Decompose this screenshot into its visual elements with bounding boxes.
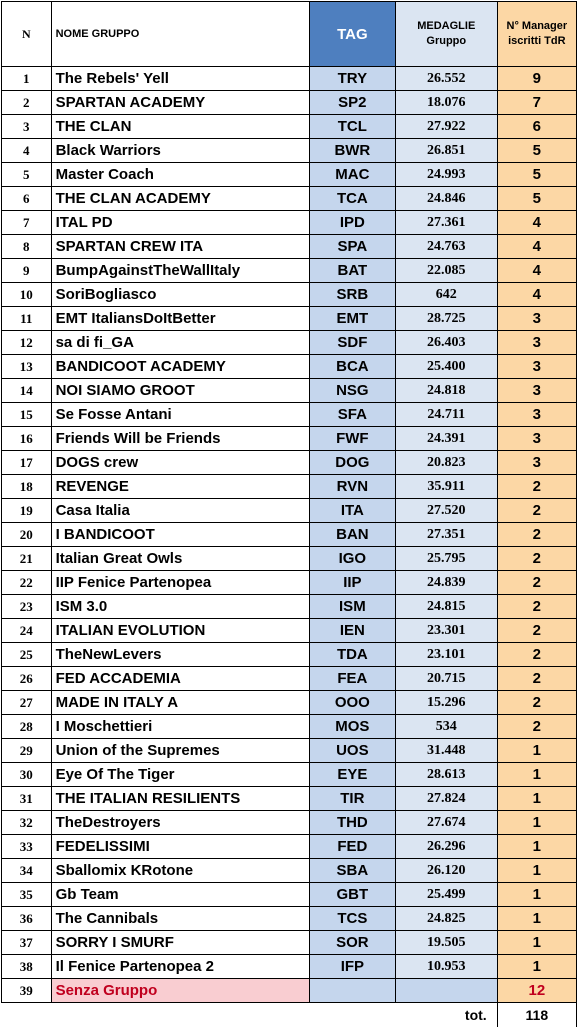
total-spacer-n [2, 1003, 52, 1028]
cell-medals: 23.301 [395, 619, 497, 643]
cell-n: 4 [2, 139, 52, 163]
cell-medals: 35.911 [395, 475, 497, 499]
cell-tag: SDF [309, 331, 395, 355]
cell-group-name: SPARTAN ACADEMY [51, 91, 309, 115]
cell-tag: IGO [309, 547, 395, 571]
col-header-medals-line1: MEDAGLIE [417, 20, 476, 32]
cell-medals: 24.815 [395, 595, 497, 619]
cell-group-name: SORRY I SMURF [51, 931, 309, 955]
cell-medals: 25.400 [395, 355, 497, 379]
cell-managers: 2 [497, 643, 576, 667]
cell-managers: 1 [497, 955, 576, 979]
cell-medals: 25.795 [395, 547, 497, 571]
cell-managers: 3 [497, 355, 576, 379]
cell-n: 20 [2, 523, 52, 547]
cell-tag: TCL [309, 115, 395, 139]
table-row [2, 163, 577, 187]
cell-n: 37 [2, 931, 52, 955]
cell-group-name: FEDELISSIMI [51, 835, 309, 859]
cell-managers: 2 [497, 595, 576, 619]
table-row [2, 859, 577, 883]
total-label: tot. [395, 1003, 497, 1028]
cell-managers: 2 [497, 523, 576, 547]
cell-group-name: The Rebels' Yell [51, 67, 309, 91]
cell-group-name: Friends Will be Friends [51, 427, 309, 451]
table-row [2, 187, 577, 211]
cell-tag: EMT [309, 307, 395, 331]
cell-managers: 2 [497, 571, 576, 595]
cell-tag: IIP [309, 571, 395, 595]
cell-group-name: Casa Italia [51, 499, 309, 523]
cell-n: 11 [2, 307, 52, 331]
table-row [2, 355, 577, 379]
table-row [2, 331, 577, 355]
cell-group-name: Italian Great Owls [51, 547, 309, 571]
cell-managers: 7 [497, 91, 576, 115]
col-header-managers [497, 2, 576, 67]
cell-managers: 4 [497, 211, 576, 235]
cell-medals: 15.296 [395, 691, 497, 715]
table-row [2, 763, 577, 787]
cell-medals: 24.993 [395, 163, 497, 187]
cell-managers: 1 [497, 787, 576, 811]
table-row [2, 211, 577, 235]
cell-managers: 1 [497, 739, 576, 763]
cell-group-name: The Cannibals [51, 907, 309, 931]
cell-group-name: I Moschettieri [51, 715, 309, 739]
table-row [2, 979, 577, 1003]
table-row [2, 475, 577, 499]
cell-group-name: I BANDICOOT [51, 523, 309, 547]
cell-group-name: Senza Gruppo [51, 979, 309, 1003]
cell-tag: MOS [309, 715, 395, 739]
cell-tag: DOG [309, 451, 395, 475]
cell-medals: 642 [395, 283, 497, 307]
cell-medals: 24.825 [395, 907, 497, 931]
cell-n: 23 [2, 595, 52, 619]
cell-tag: BWR [309, 139, 395, 163]
cell-tag: TIR [309, 787, 395, 811]
cell-medals: 10.953 [395, 955, 497, 979]
cell-n: 9 [2, 259, 52, 283]
col-header-name: NOME GRUPPO [51, 2, 309, 67]
cell-group-name: Union of the Supremes [51, 739, 309, 763]
cell-medals: 19.505 [395, 931, 497, 955]
cell-group-name: NOI SIAMO GROOT [51, 379, 309, 403]
cell-medals: 24.391 [395, 427, 497, 451]
cell-medals: 24.846 [395, 187, 497, 211]
cell-tag: ISM [309, 595, 395, 619]
col-header-n: N [2, 2, 52, 67]
table-row [2, 115, 577, 139]
col-header-managers-line2: iscritti TdR [508, 35, 566, 47]
cell-tag: IPD [309, 211, 395, 235]
table-row [2, 307, 577, 331]
cell-medals: 534 [395, 715, 497, 739]
table-row [2, 667, 577, 691]
cell-medals: 20.715 [395, 667, 497, 691]
cell-tag: FEA [309, 667, 395, 691]
cell-tag: SPA [309, 235, 395, 259]
col-header-medals [395, 2, 497, 67]
cell-n: 5 [2, 163, 52, 187]
cell-group-name: Gb Team [51, 883, 309, 907]
cell-medals [395, 979, 497, 1003]
cell-managers: 1 [497, 883, 576, 907]
cell-tag: SOR [309, 931, 395, 955]
cell-group-name: sa di fi_GA [51, 331, 309, 355]
cell-group-name: Eye Of The Tiger [51, 763, 309, 787]
group-ranking-table [1, 1, 577, 1027]
cell-group-name: ITALIAN EVOLUTION [51, 619, 309, 643]
cell-medals: 18.076 [395, 91, 497, 115]
cell-managers: 12 [497, 979, 576, 1003]
cell-medals: 27.520 [395, 499, 497, 523]
cell-n: 22 [2, 571, 52, 595]
cell-group-name: Il Fenice Partenopea 2 [51, 955, 309, 979]
cell-managers: 4 [497, 283, 576, 307]
table-header-row [2, 2, 577, 67]
cell-medals: 26.120 [395, 859, 497, 883]
cell-n: 25 [2, 643, 52, 667]
cell-managers: 3 [497, 427, 576, 451]
cell-medals: 23.101 [395, 643, 497, 667]
table-row [2, 883, 577, 907]
table-row [2, 451, 577, 475]
cell-group-name: Black Warriors [51, 139, 309, 163]
cell-tag: BAN [309, 523, 395, 547]
cell-group-name: MADE IN ITALY A [51, 691, 309, 715]
cell-n: 38 [2, 955, 52, 979]
table-row [2, 523, 577, 547]
cell-medals: 26.552 [395, 67, 497, 91]
table-row [2, 691, 577, 715]
table-row [2, 715, 577, 739]
cell-medals: 25.499 [395, 883, 497, 907]
cell-n: 8 [2, 235, 52, 259]
cell-medals: 24.711 [395, 403, 497, 427]
cell-medals: 24.763 [395, 235, 497, 259]
cell-managers: 2 [497, 619, 576, 643]
cell-n: 26 [2, 667, 52, 691]
table-row [2, 811, 577, 835]
cell-managers: 1 [497, 811, 576, 835]
cell-managers: 4 [497, 259, 576, 283]
cell-medals: 28.725 [395, 307, 497, 331]
cell-managers: 6 [497, 115, 576, 139]
table-row [2, 67, 577, 91]
cell-medals: 27.674 [395, 811, 497, 835]
cell-tag [309, 979, 395, 1003]
cell-tag: RVN [309, 475, 395, 499]
cell-n: 24 [2, 619, 52, 643]
cell-managers: 3 [497, 451, 576, 475]
cell-tag: BAT [309, 259, 395, 283]
cell-group-name: DOGS crew [51, 451, 309, 475]
cell-medals: 24.839 [395, 571, 497, 595]
cell-managers: 4 [497, 235, 576, 259]
cell-medals: 26.403 [395, 331, 497, 355]
cell-medals: 22.085 [395, 259, 497, 283]
cell-n: 31 [2, 787, 52, 811]
table-row [2, 739, 577, 763]
cell-medals: 27.351 [395, 523, 497, 547]
cell-n: 33 [2, 835, 52, 859]
cell-group-name: Se Fosse Antani [51, 403, 309, 427]
cell-n: 39 [2, 979, 52, 1003]
cell-n: 12 [2, 331, 52, 355]
cell-group-name: FED ACCADEMIA [51, 667, 309, 691]
total-spacer-tag [309, 1003, 395, 1028]
cell-managers: 3 [497, 307, 576, 331]
cell-tag: IFP [309, 955, 395, 979]
table-row [2, 427, 577, 451]
cell-managers: 3 [497, 403, 576, 427]
table-row [2, 283, 577, 307]
cell-medals: 20.823 [395, 451, 497, 475]
cell-group-name: THE ITALIAN RESILIENTS [51, 787, 309, 811]
cell-medals: 26.851 [395, 139, 497, 163]
table-row [2, 643, 577, 667]
cell-group-name: IIP Fenice Partenopea [51, 571, 309, 595]
cell-n: 13 [2, 355, 52, 379]
cell-n: 16 [2, 427, 52, 451]
cell-managers: 1 [497, 835, 576, 859]
table-row [2, 235, 577, 259]
cell-n: 27 [2, 691, 52, 715]
table-row [2, 259, 577, 283]
cell-managers: 1 [497, 763, 576, 787]
table-row [2, 379, 577, 403]
cell-n: 15 [2, 403, 52, 427]
cell-group-name: BumpAgainstTheWallItaly [51, 259, 309, 283]
table-row [2, 595, 577, 619]
cell-tag: TCS [309, 907, 395, 931]
cell-managers: 5 [497, 139, 576, 163]
cell-n: 7 [2, 211, 52, 235]
cell-group-name: THE CLAN [51, 115, 309, 139]
cell-medals: 31.448 [395, 739, 497, 763]
table-row [2, 787, 577, 811]
cell-medals: 26.296 [395, 835, 497, 859]
cell-tag: SRB [309, 283, 395, 307]
total-value: 118 [497, 1003, 576, 1028]
cell-managers: 5 [497, 163, 576, 187]
cell-managers: 2 [497, 715, 576, 739]
cell-tag: BCA [309, 355, 395, 379]
cell-n: 10 [2, 283, 52, 307]
table-row [2, 571, 577, 595]
cell-tag: UOS [309, 739, 395, 763]
cell-managers: 2 [497, 667, 576, 691]
cell-n: 32 [2, 811, 52, 835]
table-body [2, 67, 577, 1003]
cell-n: 1 [2, 67, 52, 91]
cell-n: 6 [2, 187, 52, 211]
cell-tag: SBA [309, 859, 395, 883]
cell-n: 28 [2, 715, 52, 739]
cell-tag: MAC [309, 163, 395, 187]
cell-n: 3 [2, 115, 52, 139]
cell-managers: 3 [497, 331, 576, 355]
cell-tag: SFA [309, 403, 395, 427]
cell-n: 29 [2, 739, 52, 763]
cell-medals: 27.824 [395, 787, 497, 811]
cell-group-name: EMT ItaliansDoItBetter [51, 307, 309, 331]
table-row [2, 91, 577, 115]
cell-tag: FED [309, 835, 395, 859]
cell-managers: 1 [497, 907, 576, 931]
cell-n: 36 [2, 907, 52, 931]
cell-managers: 9 [497, 67, 576, 91]
cell-tag: TRY [309, 67, 395, 91]
cell-managers: 1 [497, 931, 576, 955]
cell-tag: ITA [309, 499, 395, 523]
cell-tag: NSG [309, 379, 395, 403]
table-row [2, 499, 577, 523]
cell-medals: 27.922 [395, 115, 497, 139]
cell-managers: 2 [497, 475, 576, 499]
cell-group-name: ISM 3.0 [51, 595, 309, 619]
col-header-tag: TAG [309, 2, 395, 67]
cell-n: 14 [2, 379, 52, 403]
table-row [2, 931, 577, 955]
cell-tag: SP2 [309, 91, 395, 115]
cell-n: 2 [2, 91, 52, 115]
cell-managers: 2 [497, 691, 576, 715]
cell-medals: 28.613 [395, 763, 497, 787]
cell-group-name: TheDestroyers [51, 811, 309, 835]
cell-n: 17 [2, 451, 52, 475]
total-row [2, 1003, 577, 1028]
cell-managers: 3 [497, 379, 576, 403]
cell-managers: 1 [497, 859, 576, 883]
cell-group-name: ITAL PD [51, 211, 309, 235]
cell-medals: 24.818 [395, 379, 497, 403]
cell-tag: TCA [309, 187, 395, 211]
table-row [2, 619, 577, 643]
table-row [2, 547, 577, 571]
cell-group-name: Master Coach [51, 163, 309, 187]
col-header-medals-line2: Gruppo [426, 35, 467, 47]
cell-tag: TDA [309, 643, 395, 667]
cell-managers: 2 [497, 499, 576, 523]
cell-group-name: THE CLAN ACADEMY [51, 187, 309, 211]
cell-group-name: REVENGE [51, 475, 309, 499]
table-row [2, 139, 577, 163]
cell-tag: OOO [309, 691, 395, 715]
cell-group-name: TheNewLevers [51, 643, 309, 667]
cell-tag: THD [309, 811, 395, 835]
cell-group-name: SoriBogliasco [51, 283, 309, 307]
cell-n: 18 [2, 475, 52, 499]
cell-tag: EYE [309, 763, 395, 787]
cell-managers: 2 [497, 547, 576, 571]
table-row [2, 835, 577, 859]
total-spacer-name [51, 1003, 309, 1028]
cell-group-name: SPARTAN CREW ITA [51, 235, 309, 259]
cell-medals: 27.361 [395, 211, 497, 235]
table-row [2, 403, 577, 427]
cell-tag: GBT [309, 883, 395, 907]
cell-n: 34 [2, 859, 52, 883]
cell-n: 30 [2, 763, 52, 787]
cell-n: 35 [2, 883, 52, 907]
col-header-managers-line1: N° Manager [506, 20, 568, 32]
cell-group-name: Sballomix KRotone [51, 859, 309, 883]
cell-managers: 5 [497, 187, 576, 211]
cell-n: 21 [2, 547, 52, 571]
cell-group-name: BANDICOOT ACADEMY [51, 355, 309, 379]
cell-tag: FWF [309, 427, 395, 451]
table-row [2, 907, 577, 931]
table-row [2, 955, 577, 979]
cell-n: 19 [2, 499, 52, 523]
cell-tag: IEN [309, 619, 395, 643]
